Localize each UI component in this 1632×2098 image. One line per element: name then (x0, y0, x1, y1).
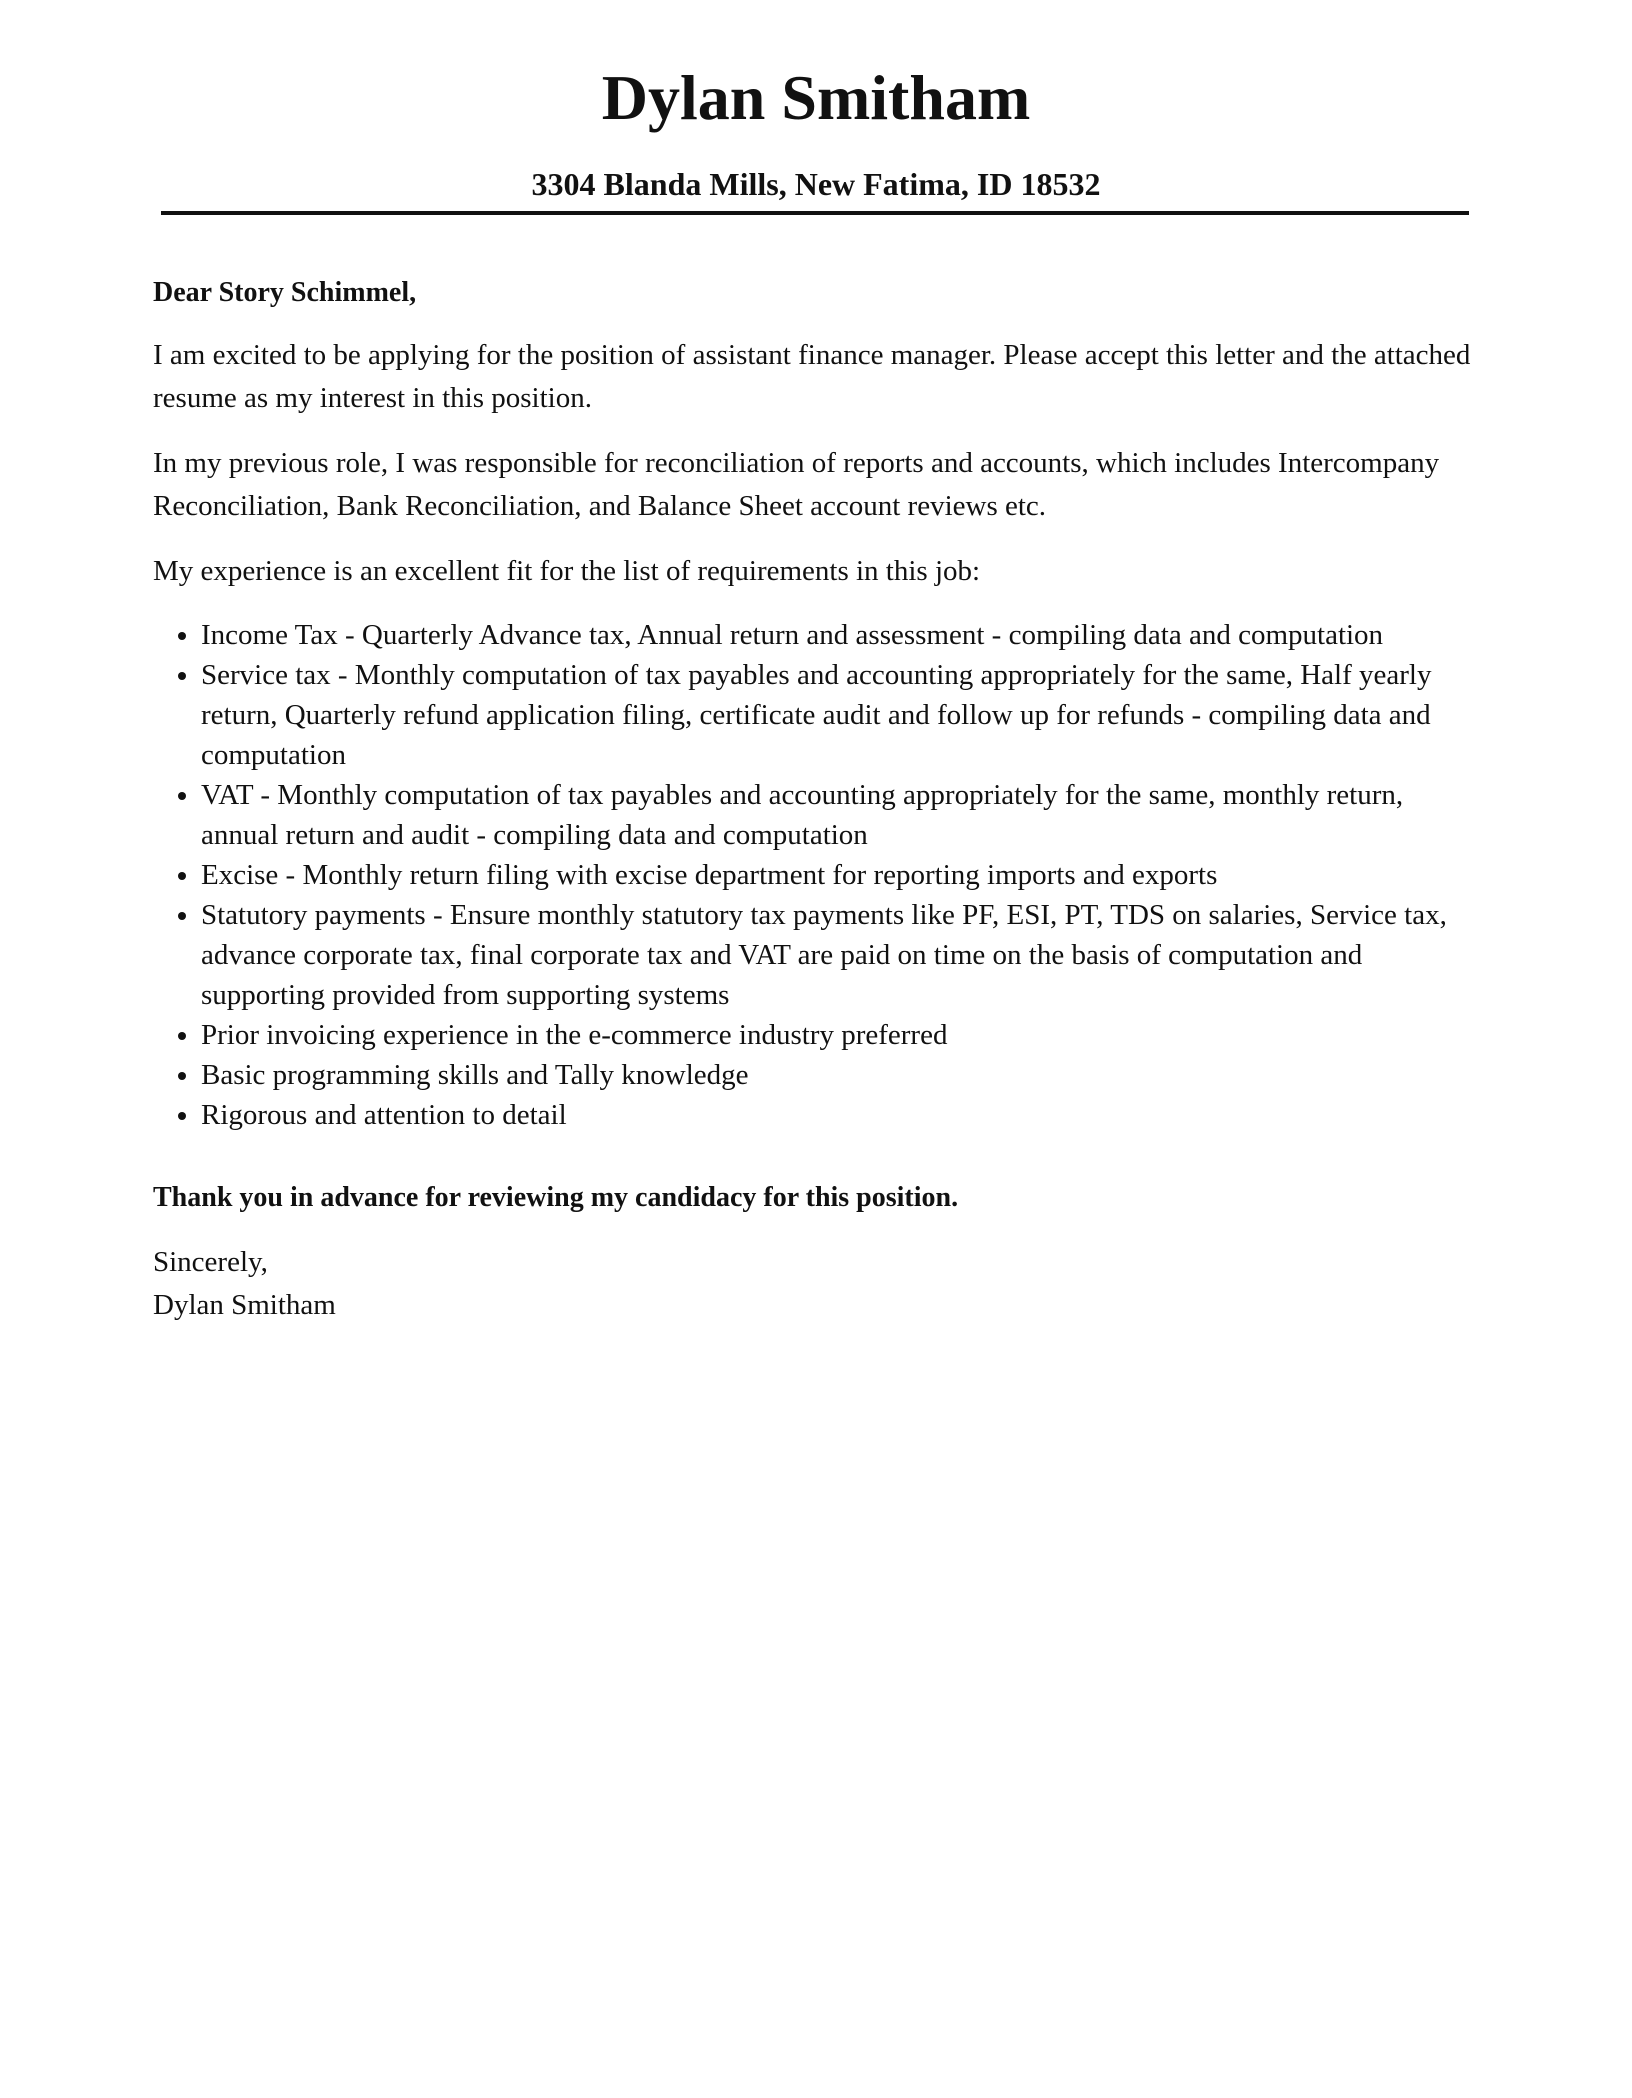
list-item: • Excise - Monthly return filing with excise department for reporting imports and exports (201, 855, 1483, 895)
requirements-list (153, 615, 1483, 1135)
letter-body (153, 272, 1483, 1327)
salutation: Dear Story Schimmel, (153, 277, 417, 308)
list-item: • Statutory payments - Ensure monthly statutory tax payments like PF, ESI, PT, TDS on salaries, Service tax, advance corporate tax, final corporate tax and VAT are paid on time on the basis of computation and supporting provided from supporting systems (201, 895, 1483, 1015)
list-item: • Rigorous and attention to detail (201, 1095, 1483, 1135)
signature: Dylan Smitham (153, 1289, 336, 1321)
list-item: • Basic programming skills and Tally knowledge (201, 1055, 1483, 1095)
closing: Sincerely, (153, 1246, 268, 1278)
requirements-intro: My experience is an excellent fit for the list of requirements in this job: (153, 555, 981, 587)
header-divider (161, 211, 1469, 215)
list-item: • VAT - Monthly computation of tax payables and accounting appropriately for the same, monthly return, annual return and audit - compiling data and computation (201, 775, 1483, 855)
experience-paragraph: In my previous role, I was responsible for reconciliation of reports and accounts, which includes Intercompany Reconciliation, Bank Reconciliation, and Balance Sheet account reviews etc. (153, 447, 1440, 522)
applicant-name: Dylan Smitham (601, 62, 1031, 133)
intro-paragraph: I am excited to be applying for the position of assistant finance manager. Please accept this letter and the attached resume as my interest in this position. (153, 339, 1471, 414)
list-item: • Service tax - Monthly computation of tax payables and accounting appropriately for the same, Half yearly return, Quarterly refund application filing, certificate audit and follow up for refunds - compiling data and computation (201, 655, 1483, 775)
list-item: • Income Tax - Quarterly Advance tax, Annual return and assessment - compiling data and computation (201, 615, 1483, 655)
thank-you-line: Thank you in advance for reviewing my candidacy for this position. (153, 1182, 959, 1213)
applicant-address: 3304 Blanda Mills, New Fatima, ID 18532 (531, 166, 1101, 202)
list-item: • Prior invoicing experience in the e-commerce industry preferred (201, 1015, 1483, 1055)
